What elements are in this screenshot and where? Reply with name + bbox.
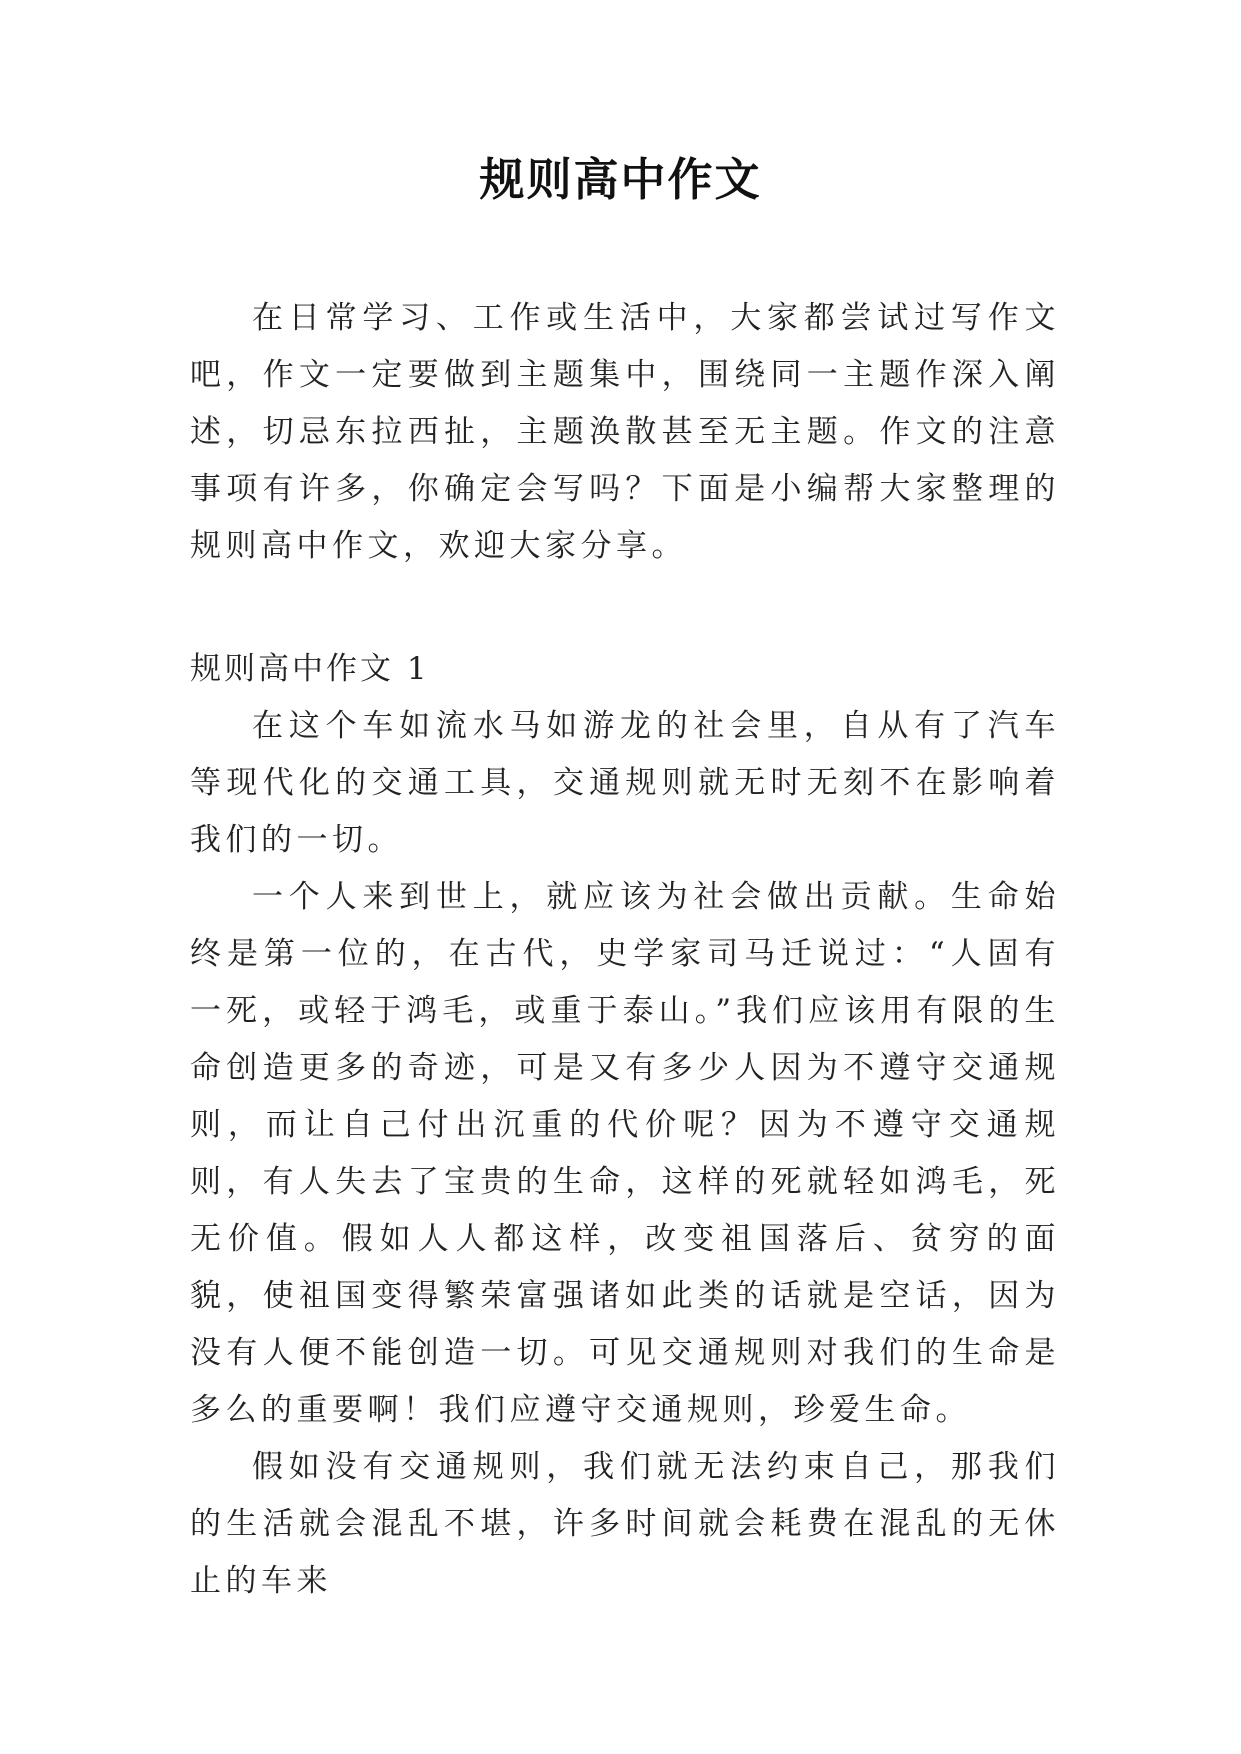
article-section [190, 641, 1060, 1610]
body-paragraph: 假如没有交通规则，我们就无法约束自己，那我们的生活就会混乱不堪，许多时间就会耗费在混乱的无休止的车来 [190, 1449, 1060, 1599]
intro-paragraph: 在日常学习、工作或生活中，大家都尝试过写作文吧，作文一定要做到主题集中，围绕同一主题作深入阐述，切忌东拉西扯，主题涣散甚至无主题。作文的注意事项有许多，你确定会写吗？下面是小编帮大家整理的规则高中作文，欢迎大家分享。 [190, 300, 1060, 564]
body-paragraph: 在这个车如流水马如游龙的社会里，自从有了汽车等现代化的交通工具，交通规则就无时无刻不在影响着我们的一切。 [190, 708, 1060, 858]
document-title: 规则高中作文 [479, 153, 762, 206]
section-heading: 规则高中作文 1 [190, 651, 430, 687]
intro-section [190, 290, 1060, 575]
body-paragraph: 一个人来到世上，就应该为社会做出贡献。生命始终是第一位的，在古代，史学家司马迁说过：“人固有一死，或轻于鸿毛，或重于泰山。”我们应该用有限的生命创造更多的奇迹，可是又有多少人因为不遵守交通规则，而让自己付出沉重的代价呢？因为不遵守交通规则，有人失去了宝贵的生命，这样的死就轻如鸿毛，死无价值。假如人人都这样，改变祖国落后、贫穷的面貌，使祖国变得繁荣富强诸如此类的话就是空话，因为没有人便不能创造一切。可见交通规则对我们的生命是多么的重要啊！我们应遵守交通规则，珍爱生命。 [190, 879, 1060, 1428]
